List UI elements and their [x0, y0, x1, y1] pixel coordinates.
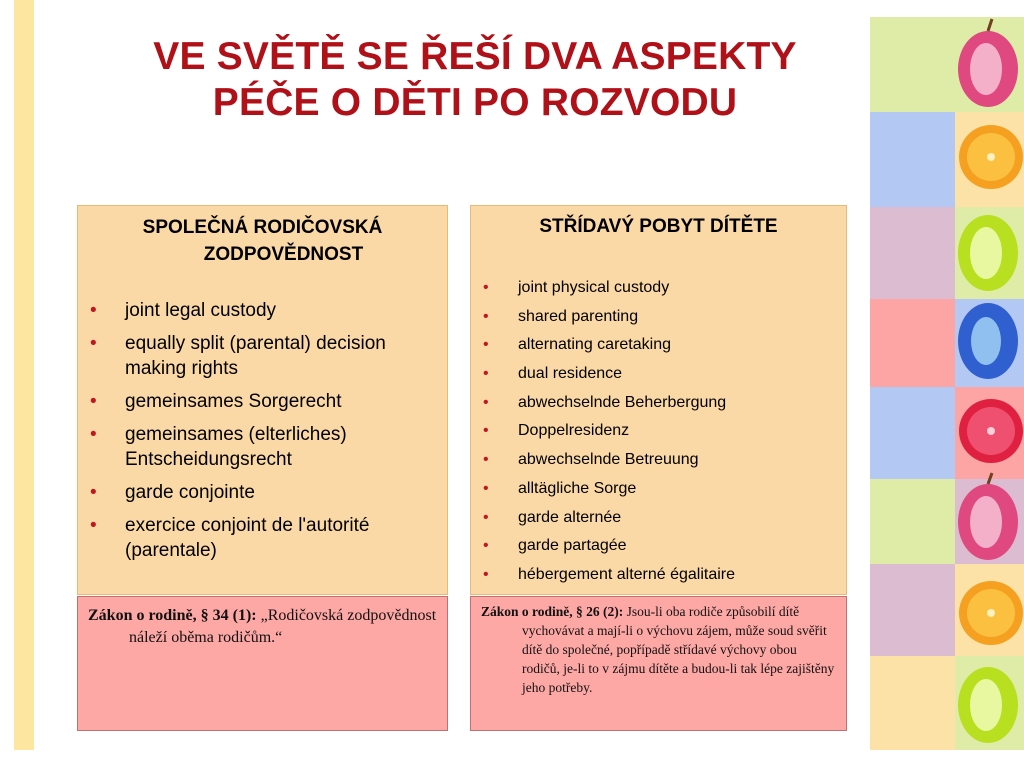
right-term-list [471, 278, 846, 585]
left-decor-strip [14, 0, 34, 750]
list-item: • equally split (parental) decision making rights [78, 331, 447, 381]
list-item: • joint legal custody [78, 298, 447, 323]
list-item: • garde partagée [471, 536, 846, 556]
list-item: • abwechselnde Beherbergung [471, 393, 846, 413]
left-box-heading [78, 206, 447, 268]
orange-icon [959, 125, 1023, 189]
left-law-reference: Zákon o rodině, § 34 (1): [88, 607, 257, 624]
right-law-reference: Zákon o rodině, § 26 (2): [481, 604, 624, 619]
list-item: • joint physical custody [471, 278, 846, 298]
left-heading-line-2: ZODPOVĚDNOST [203, 244, 364, 265]
left-box-joint-legal-custody [77, 205, 448, 595]
page-title [60, 34, 890, 126]
list-item: • shared parenting [471, 307, 846, 327]
left-heading-line-1: SPOLEČNÁ RODIČOVSKÁ [142, 217, 383, 238]
list-item: • garde conjointe [78, 480, 447, 505]
green-apple-icon [958, 215, 1018, 291]
list-item: • gemeinsames (elterliches) Entscheidungsrecht [78, 422, 447, 472]
blue-apple-icon [958, 303, 1018, 379]
right-box-alternating-residence [470, 205, 847, 595]
list-item: • exercice conjoint de l'autorité (parentale) [78, 513, 447, 563]
list-item: • abwechselnde Betreuung [471, 450, 846, 470]
left-law-text: „Rodičovská zodpovědnost náleží oběma rodičům.“ [129, 607, 437, 646]
green-apple-icon-2 [958, 667, 1018, 743]
right-law-paragraph [481, 602, 836, 697]
orange-icon-2 [959, 581, 1023, 645]
left-law-paragraph [88, 605, 437, 649]
title-line-2: PÉČE O DĚTI PO ROZVODU [212, 81, 738, 124]
list-item: • alltägliche Sorge [471, 479, 846, 499]
fruit-decor-column [870, 17, 1024, 750]
list-item: • dual residence [471, 364, 846, 384]
right-law-text: Jsou-li oba rodiče způsobilí dítě vychovávat a mají-li o výchovu zájem, může soud svěřit dítě do společné, popřípadě střídavé výchovy obou rodičů, je-li to v zájmu dítěte a budou-li tak lépe zajištěny jeho potřeby. [522, 604, 835, 695]
list-item: • gemeinsames Sorgerecht [78, 389, 447, 414]
list-item: • alternating caretaking [471, 335, 846, 355]
list-item: • garde alternée [471, 508, 846, 528]
list-item: • hébergement alterné égalitaire [471, 565, 846, 585]
list-item: • Doppelresidenz [471, 421, 846, 441]
right-box-heading: STŘÍDAVÝ POBYT DÍTĚTE [539, 216, 778, 237]
right-law-quote [470, 596, 847, 731]
left-term-list [78, 298, 447, 563]
grapefruit-icon [959, 399, 1023, 463]
title-line-1: VE SVĚTĚ SE ŘEŠÍ DVA ASPEKTY [153, 35, 797, 78]
left-law-quote [77, 596, 448, 731]
